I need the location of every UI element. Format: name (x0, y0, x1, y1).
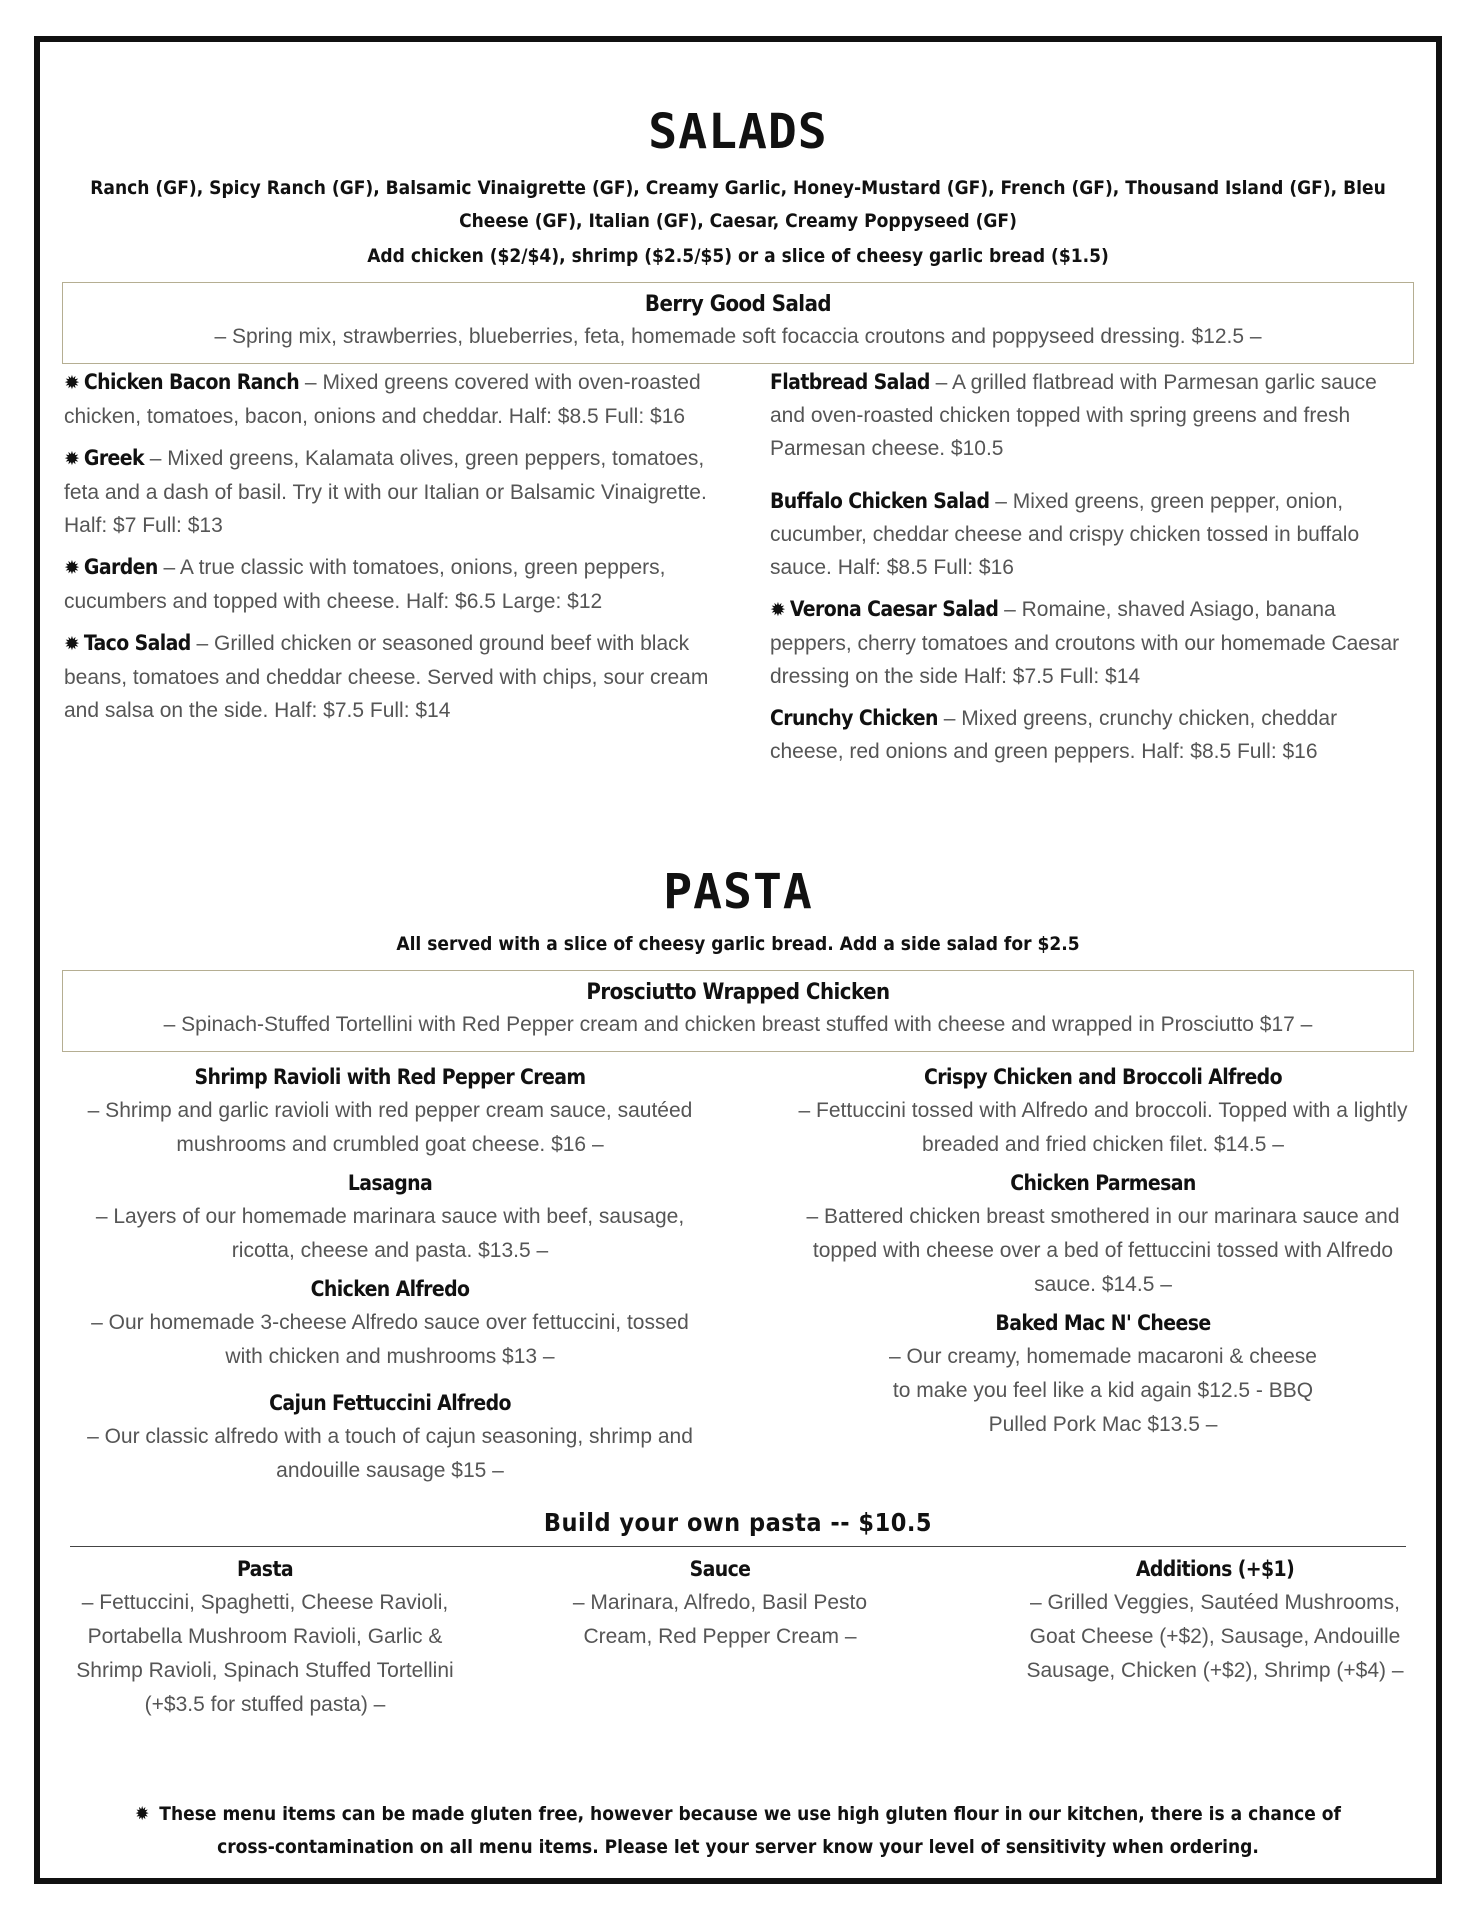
build-column-desc: – Fettuccini, Spaghetti, Cheese Ravioli, Portabella Mushroom Ravioli, Garlic & Shrimp Ravioli, Spinach Stuffed Tortellini (+$3.5 for stuffed pasta) – (76, 1591, 454, 1716)
menu-item-desc: – Our creamy, homemade macaroni & cheese to make you feel like a kid again $12.5 - BBQ Pulled Pork Mac $13.5 – (889, 1345, 1317, 1436)
menu-item-desc: – Mixed greens covered with oven-roasted chicken, tomatoes, bacon, onions and cheddar. Half: $8.5 Full: $16 (64, 371, 701, 428)
menu-item-desc: – Romaine, shaved Asiago, banana peppers, cherry tomatoes and croutons with our homemade Caesar dressing on the side Half: $7.5 Full: $14 (770, 598, 1400, 688)
salad-addons: Add chicken ($2/$4), shrimp ($2.5/$5) or a slice of cheesy garlic bread ($1.5) (367, 245, 1109, 267)
menu-item-desc: – Shrimp and garlic ravioli with red pepper cream sauce, sautéed mushrooms and crumbled goat cheese. $16 – (87, 1099, 693, 1156)
gluten-free-icon: ✹ (64, 373, 80, 394)
pasta-title: PASTA (663, 864, 813, 920)
menu-item-desc: – Mixed greens, green pepper, onion, cucumber, cheddar cheese and crispy chicken tossed in buffalo sauce. Half: $8.5 Full: $16 (770, 490, 1360, 579)
menu-item-name: Greek (83, 446, 144, 470)
dressings-list: Ranch (GF), Spicy Ranch (GF), Balsamic Vinaigrette (GF), Creamy Garlic, Honey-Mustard (GF), French (GF), Thousand Island (GF), Bleu Cheese (GF), Italian (GF), Caesar, Creamy Poppyseed (GF) (90, 177, 1386, 232)
divider (70, 1546, 1406, 1547)
menu-item-name: Crispy Chicken and Broccoli Alfredo (924, 1065, 1282, 1089)
menu-item-desc: – A true classic with tomatoes, onions, green peppers, cucumbers and topped with cheese. Half: $6.5 Large: $12 (64, 556, 666, 613)
menu-item-desc: – Battered chicken breast smothered in our marinara sauce and topped with cheese over a bed of fettuccini tossed with Alfredo sauce. $14.5 – (806, 1205, 1400, 1296)
build-column-pasta (70, 1552, 460, 1722)
menu-item (788, 1166, 1418, 1302)
featured-pasta-name: Prosciutto Wrapped Chicken (586, 980, 890, 1005)
menu-item-desc: – Mixed greens, Kalamata olives, green peppers, tomatoes, feta and a dash of basil. Try it with our Italian or Balsamic Vinaigrette. Half: $7 Full: $13 (64, 447, 707, 537)
gluten-free-icon: ✹ (64, 558, 80, 579)
menu-item (788, 1060, 1418, 1162)
build-column-sauce (570, 1552, 870, 1654)
menu-item-name: Verona Caesar Salad (789, 597, 999, 621)
menu-item (770, 366, 1400, 465)
salads-right-column (770, 366, 1400, 777)
build-your-own-title: Build your own pasta -- $10.5 (543, 1508, 933, 1537)
menu-item-desc: – Our homemade 3-cheese Alfredo sauce over fettuccini, tossed with chicken and mushrooms $13 – (91, 1311, 689, 1368)
menu-item-name: Taco Salad (83, 631, 191, 655)
salads-left-column (64, 366, 724, 736)
menu-item-desc: – Grilled chicken or seasoned ground beef with black beans, tomatoes and cheddar cheese. Served with chips, sour cream and salsa on the side. Half: $7.5 Full: $14 (64, 632, 709, 722)
featured-salad-name: Berry Good Salad (644, 292, 832, 317)
build-column-additions (1020, 1552, 1410, 1688)
menu-item-name: Chicken Alfredo (310, 1277, 470, 1301)
build-column-desc: – Grilled Veggies, Sautéed Mushrooms, Goat Cheese (+$2), Sausage, Andouille Sausage, Chicken (+$2), Shrimp (+$4) – (1026, 1591, 1404, 1682)
menu-item (788, 1306, 1418, 1442)
menu-item-name: Garden (83, 555, 158, 579)
menu-item (80, 1386, 700, 1488)
featured-pasta (62, 970, 1414, 1052)
menu-item (770, 485, 1400, 584)
menu-item-desc: – Our classic alfredo with a touch of cajun seasoning, shrimp and andouille sausage $15 – (87, 1425, 693, 1482)
menu-item (80, 1060, 700, 1162)
featured-salad-desc: – Spring mix, strawberries, blueberries, feta, homemade soft focaccia croutons and poppyseed dressing. $12.5 – (214, 325, 1262, 348)
menu-item-desc: – A grilled flatbread with Parmesan garlic sauce and oven-roasted chicken topped with spring greens and fresh Parmesan cheese. $10.5 (770, 371, 1377, 460)
menu-item-name: Lasagna (347, 1171, 433, 1195)
menu-item (64, 442, 724, 542)
menu-item (770, 702, 1400, 768)
menu-page (34, 36, 1442, 1884)
menu-item-name: Buffalo Chicken Salad (770, 489, 990, 513)
build-column-name: Sauce (689, 1557, 751, 1581)
pasta-left-column (80, 1060, 700, 1492)
featured-salad (62, 282, 1414, 364)
disclaimer-text: These menu items can be made gluten free, however because we use high gluten flour in our kitchen, there is a chance of cross-contamination on all menu items. Please let your server know your level of sensitivity when ordering. (153, 1803, 1341, 1858)
salads-title: SALADS (648, 104, 828, 160)
featured-pasta-desc: – Spinach-Stuffed Tortellini with Red Pepper cream and chicken breast stuffed with cheese and wrapped in Prosciutto $17 – (163, 1013, 1313, 1036)
menu-item-name: Chicken Parmesan (1010, 1171, 1196, 1195)
menu-item (64, 366, 724, 433)
build-column-name: Pasta (236, 1557, 294, 1581)
menu-item-desc: – Layers of our homemade marinara sauce with beef, sausage, ricotta, cheese and pasta. $13.5 – (95, 1205, 685, 1262)
menu-item (770, 593, 1400, 693)
gluten-free-icon: ✹ (135, 1803, 150, 1825)
gluten-free-disclaimer (110, 1798, 1366, 1864)
menu-item-name: Shrimp Ravioli with Red Pepper Cream (194, 1065, 586, 1089)
menu-item-desc: – Mixed greens, crunchy chicken, cheddar cheese, red onions and green peppers. Half: $8.5 Full: $16 (770, 707, 1338, 763)
gluten-free-icon: ✹ (770, 600, 786, 621)
menu-item-name: Baked Mac N' Cheese (995, 1311, 1211, 1335)
menu-item (64, 551, 724, 618)
menu-item-name: Cajun Fettuccini Alfredo (269, 1391, 511, 1415)
menu-item-desc: – Fettuccini tossed with Alfredo and broccoli. Topped with a lightly breaded and fried chicken filet. $14.5 – (798, 1099, 1408, 1156)
build-column-desc: – Marinara, Alfredo, Basil Pesto Cream, Red Pepper Cream – (572, 1591, 868, 1648)
menu-item (64, 627, 724, 727)
menu-item (80, 1272, 700, 1374)
menu-item-name: Chicken Bacon Ranch (83, 370, 300, 394)
menu-item-name: Flatbread Salad (770, 370, 930, 394)
menu-item-name: Crunchy Chicken (770, 706, 938, 730)
menu-item (80, 1166, 700, 1268)
gluten-free-icon: ✹ (64, 634, 80, 655)
pasta-note: All served with a slice of cheesy garlic bread. Add a side salad for $2.5 (396, 933, 1080, 955)
pasta-right-column (788, 1060, 1418, 1446)
build-column-name: Additions (+$1) (1135, 1557, 1295, 1581)
gluten-free-icon: ✹ (64, 449, 80, 470)
